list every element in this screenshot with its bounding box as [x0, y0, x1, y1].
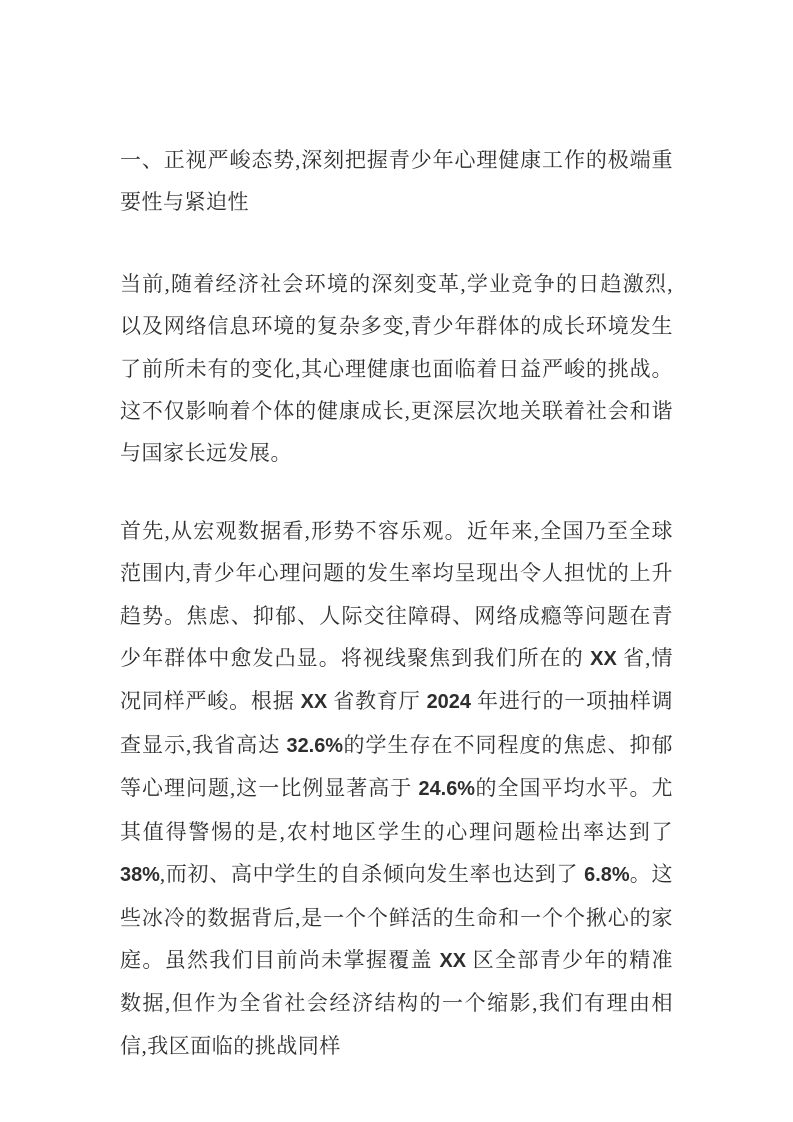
latin-run: 32.6%	[286, 734, 344, 757]
latin-run: 38%	[120, 864, 160, 887]
latin-run: XX	[439, 949, 467, 972]
latin-run: 2024	[426, 691, 471, 714]
latin-run: 24.6%	[418, 778, 476, 801]
latin-run: XX	[590, 648, 617, 671]
latin-run: XX	[300, 691, 328, 714]
section-heading: 一、正视严峻态势,深刻把握青少年心理健康工作的极端重要性与紧迫性	[120, 148, 673, 215]
body-paragraph: 首先,从宏观数据看,形势不容乐观。近年来,全国乃至全球范围内,青少年心理问题的发生率均呈现出令人担忧的上升趋势。焦虑、抑郁、人际交往障碍、网络成瘾等问题在青少年群体中愈发凸显。将视线聚焦到我们所在的 XX 省,情况同样严峻。根据 XX 省教育厅 2024 年进行的一项抽样调查显示,我省高达 32.6%的学生存在不同程度的焦虑、抑郁等心理问题,这一比例显著高于 24.6%的全国平均水平。尤其值得警惕的是,农村地区学生的心理问题检出率达到了 38%,而初、高中学生的自杀倾向发生率也达到了 6.8%。这些冰冷的数据背后,是一个个鲜活的生命和一个个揪心的家庭。虽然我们目前尚未掌握覆盖 XX 区全部青少年的精准数据,但作为全省社会经济结构的一个缩影,我们有理由相信,我区面临的挑战同样	[120, 518, 674, 1058]
latin-run: 6.8%	[584, 864, 630, 887]
body-paragraph: 当前,随着经济社会环境的深刻变革,学业竞争的日趋激烈,以及网络信息环境的复杂多变,青少年群体的成长环境发生了前所未有的变化,其心理健康也面临着日益严峻的挑战。这不仅影响着个体的健康成长,更深层次地关联着社会和谐与国家长远发展。	[120, 271, 673, 466]
